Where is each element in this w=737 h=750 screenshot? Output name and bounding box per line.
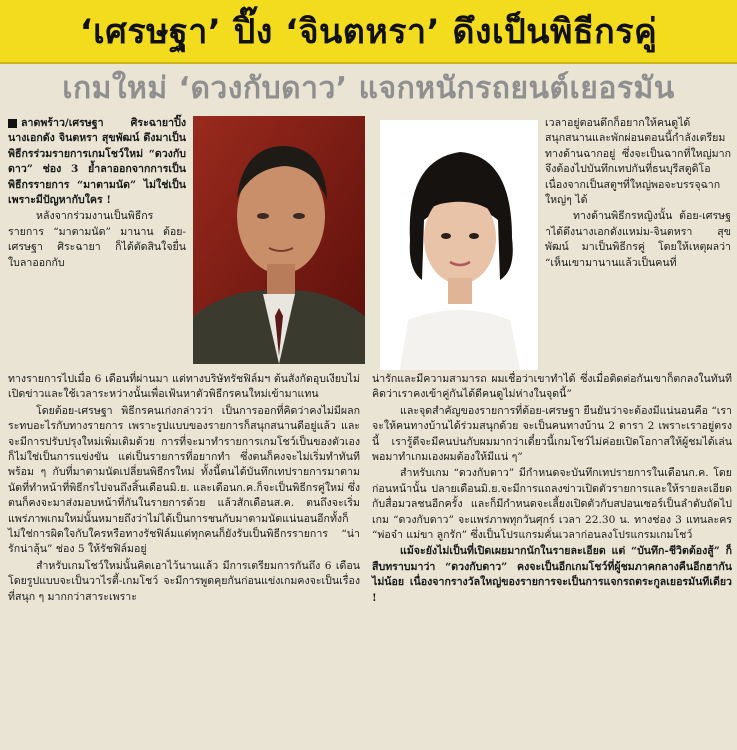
lead-text: ลาดพร้าว/เศรษฐา ศิระฉายาปิ๊งนางเอกดัง จินตหรา สุขพัฒน์ ดึงมาเป็นพิธีกรร่วมรายการเกมโชว์ใหม่ “ดวงกับดาว” ช่อง 3 ย้ำลาออกจากการเป็นพิธีกรรายการ “มาตามนัด” ไม่ใช่เป็นเพราะมีปัญหากับใคร ! [8, 117, 186, 207]
left-column [8, 116, 186, 272]
headline-banner [0, 0, 737, 64]
right-paragraph-2: ทางด้านพิธีกรหญิงนั้น ต้อย-เศรษฐาได้ดึงนางเอกดังแหม่ม-จินตหรา สุขพัฒน์ มาเป็นพิธีกรคู่ โดยให้เหตุผลว่า “เห็นเขามานานแล้วเป็นคนที่ [545, 210, 731, 269]
photo-woman [380, 120, 538, 370]
lower-left-paragraph-1: ทางรายการไปเมื่อ 6 เดือนที่ผ่านมา แต่ทางบริษัทรัชฟิล์มฯ ต้นสังกัดอุบเงียบไม่เปิดข่าวและใช้เวลาระหว่างนั้นเพื่อเฟ้นหาตัวพิธีกรคนใหม่เข้ามาแทน [8, 373, 360, 401]
lower-right-column [372, 372, 732, 607]
photo-man [193, 116, 365, 364]
subheadline: เกมใหม่ ‘ดวงกับดาว’ แจกหนักรถยนต์เยอรมัน [62, 70, 675, 106]
wide-paragraph-4: แม้จะยังไม่เป็นที่เปิดเผยมากนักในรายละเอียด แต่ “บันทึก-ชีวิตต้องสู้” ก็สืบทราบมาว่า “ดวงกับดาว” คงจะเป็นอีกเกมโชว์ที่ผู้ชมภาคกลางคืนอีกฮากันไม่น้อย เนื่องจากรางวัลใหญ่ของรายการจะเป็นการแจกรถตระกูลเยอรมันทีเดียว ! [372, 545, 732, 604]
woman-portrait-image [380, 120, 538, 370]
wide-paragraph-3: สำหรับเกม “ดวงกับดาว” มีกำหนดจะบันทึกเทปรายการในเดือนก.ค. โดยก่อนหน้านั้น ปลายเดือนมิ.ย.จะมีการแถลงข่าวเปิดตัวรายการและให้รายละเอียดกับสื่อมวลชนอีกครั้ง และก็มีกำหนดจะเลี้ยงเปิดตัวกับสปอนเซอร์เป็นลำดับถัดไป เกม “ดวงกับดาว” จะแพร่ภาพทุกวันศุกร์ เวลา 22.30 น. ทางช่อง 3 แทนละคร “พ่อจ๋า แม่ขา ลูกรัก” ซึ่งเป็นโปรแกรมคั่นเวลาก่อนลงโปรแกรมเกมโชว์ [372, 467, 732, 542]
bullet-square-icon [8, 119, 17, 128]
man-portrait-image [193, 116, 365, 364]
lower-left-paragraph-2: โดยต้อย-เศรษฐา พิธีกรคนเก่งกล่าวว่า เป็นการออกที่คิดว่าคงไม่มีผลกระทบอะไรกับทางรายการ เพราะรูปแบบของรายการก็สนุกสนานดีอยู่แล้ว และจะมีการปรับปรุงใหม่เพิ่มเติมด้วย การที่จะมาทำรายการเกมโชว์เป็นของตัวเองก็ไม่ใช่เป็นการแข่งขัน แต่เป็นรายการที่อยากทำ ซึ่งตนก็คงจะไม่เริ่มทำทันที พร้อม ๆ กับที่มาตามนัดเปลี่ยนพิธีกรใหม่ ทั้งนี้ตนได้บันทึกเทปรายการมาตามนัดที่ทำหน้าที่พิธีกรไปจนถึงสิ้นเดือนมิ.ย. และเดือนก.ค.ก็จะเป็นพิธีกรคู่ใหม่ ซึ่งตนก็คงจะมาส่งมอบหน้าที่กันในรายการด้วย แล้วสักเดือนส.ค. ตนถึงจะเริ่มแพร่ภาพเกมใหม่นั้นหมายถึงว่าไม่ได้เป็นการชนกับมาตามนัดแน่นอนอีกทั้งก็ไม่ใช่การผิดใจกับใครหรือทางรัชฟิล์มแต่ทุกคนก็ยังรับเป็นพิธีกรรายการ “น่ารักน่าลุ้น” ช่อง 5 ให้รัชฟิล์มอยู่ [8, 404, 360, 556]
left-paragraph: หลังจากร่วมงานเป็นพิธีกรรายการ “มาตามนัด” มานาน ต้อย-เศรษฐา ศิระฉายา ก็ได้ตัดสินใจยื่นใบลาออกกับ [8, 210, 186, 269]
right-column [545, 116, 731, 272]
lower-left-column [8, 372, 360, 606]
headline: ‘เศรษฐา’ ปิ๊ง ‘จินตหรา’ ดึงเป็นพิธีกรคู่ [79, 12, 658, 52]
lower-left-paragraph-3: สำหรับเกมโชว์ใหม่นั้นคิดเอาไว้นานแล้ว มีการเตรียมการกันถึง 6 เดือน โดยรูปแบบจะเป็นวาไรตี้-เกมโชว์ จะมีการพูดคุยกันก่อนแข่งเกมคงจะเป็นเรื่องที่สนุก ๆ มากกว่าสาระเพราะ [8, 559, 360, 603]
wide-paragraph-1: น่ารักและมีความสามารถ ผมเชื่อว่าเขาทำได้ ซึ่งเมื่อติดต่อกันเขาก็ตกลงในทันที คิดว่าเราคงเข้าคู่กันได้ดีคนดูไม่ห่างในจุดนี้” [372, 373, 732, 401]
wide-paragraph-2: และจุดสำคัญของรายการที่ต้อย-เศรษฐา ยืนยันว่าจะต้องมีแน่นอนคือ “เราจะให้คนทางบ้านได้ร่วมสนุกด้วย จะเป็นคนทางบ้าน 2 ดารา 2 เพราะเราอยู่ตรงนี้ เรารู้ดีจะมีคนบ่นกับผมมากว่าเดี๋ยวนี้เกมโชว์ไม่ค่อยเปิดโอกาสให้ผู้ชมได้เล่น พอมาทำเกมเองผมต้องให้มีแน่ ๆ” [372, 404, 732, 464]
right-paragraph-1: เวลาอยู่ตอนดึกก็อยากให้คนดูได้สนุกสนานและพักผ่อนตอนนี้กำลังเตรียมทางด้านฉากอยู่ ซึ่งจะเป็นฉากที่ใหญ่มากจึงต้องไปบันทึกเทปกันที่ธนบุรีสตูดิโอ เนื่องจากเป็นสตูฯที่ใหญ่พอจะบรรจุฉากใหญ่ๆ ได้ [545, 117, 731, 207]
lead-paragraph [8, 116, 186, 208]
